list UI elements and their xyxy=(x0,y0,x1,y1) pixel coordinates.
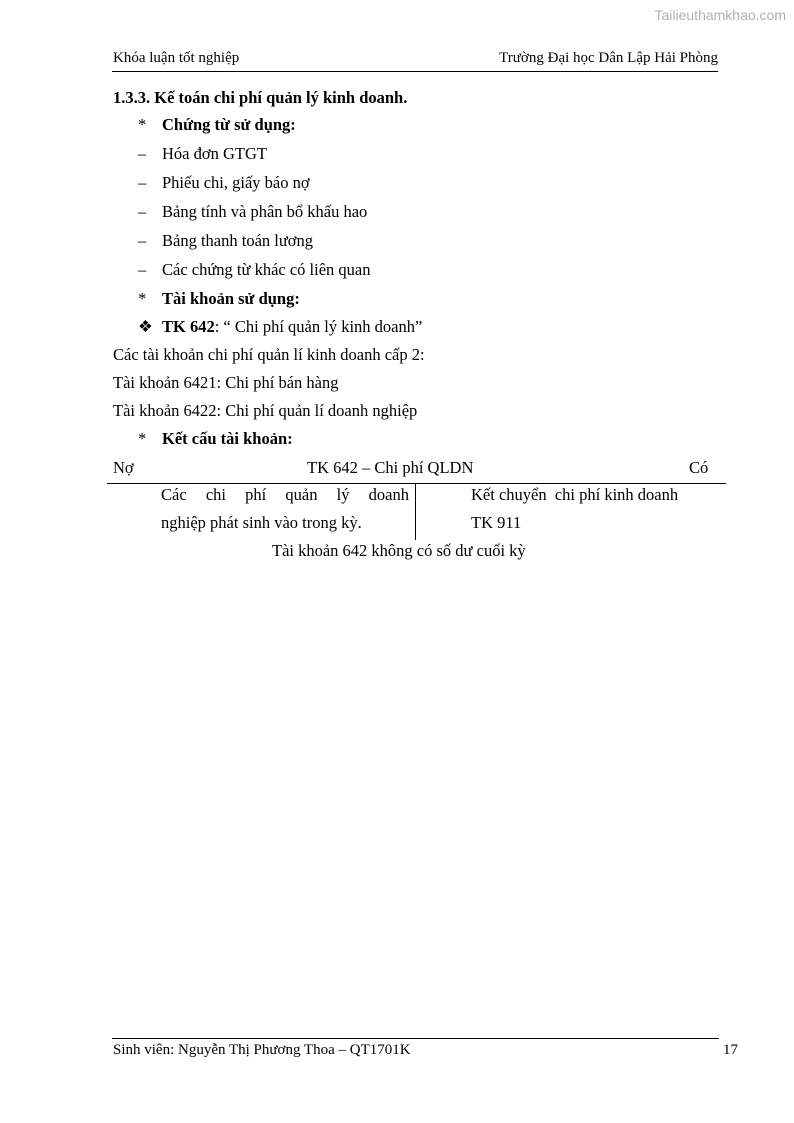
structure-heading xyxy=(138,429,293,449)
list-item xyxy=(138,144,267,164)
tk-642-line xyxy=(138,317,422,337)
list-item-label: Phiếu chi, giấy báo nợ xyxy=(162,173,310,192)
t-account-top-rule xyxy=(107,483,726,484)
balance-note: Tài khoản 642 không có số dư cuối kỳ xyxy=(272,541,526,560)
debit-word: phí xyxy=(245,485,267,504)
diamond-bullet-icon: ❖ xyxy=(138,317,153,336)
header-rule xyxy=(112,71,718,72)
paragraph-line: Các tài khoản chi phí quản lí kinh doanh cấp 2: xyxy=(113,345,425,364)
debit-word: chi xyxy=(205,485,226,504)
paragraph-line: Tài khoản 6422: Chi phí quản lí doanh nghiệp xyxy=(113,401,418,420)
dash-bullet: – xyxy=(138,173,147,192)
tk-description: : “ Chi phí quản lý kinh doanh” xyxy=(214,317,423,336)
t-account-title: TK 642 – Chi phí QLDN xyxy=(307,458,474,477)
list-item xyxy=(138,173,310,193)
footer-page-number: 17 xyxy=(723,1042,738,1058)
bullet-asterisk: * xyxy=(138,289,147,308)
debit-word: quản xyxy=(285,485,318,504)
bullet-asterisk: * xyxy=(138,115,147,134)
t-account-divider xyxy=(415,483,416,540)
dash-bullet: – xyxy=(138,202,147,221)
documents-heading xyxy=(138,115,296,135)
header-right: Trường Đại học Dân Lập Hải Phòng xyxy=(499,50,718,66)
dash-bullet: – xyxy=(138,231,147,250)
t-account-credit-line2: TK 911 xyxy=(471,513,522,532)
t-account-debit-line2: nghiệp phát sinh vào trong kỳ. xyxy=(161,513,362,532)
header-left: Khóa luận tốt nghiệp xyxy=(113,50,240,66)
list-item-label: Các chứng từ khác có liên quan xyxy=(162,260,371,279)
debit-word: Các xyxy=(161,485,187,504)
list-item-label: Hóa đơn GTGT xyxy=(162,144,267,163)
list-item xyxy=(138,202,367,222)
debit-word: doanh xyxy=(368,485,409,504)
structure-heading-label: Kết cấu tài khoản: xyxy=(162,429,293,448)
t-account-credit-label: Có xyxy=(689,458,709,477)
watermark-text: Tailieuthamkhao.com xyxy=(654,7,786,23)
list-item-label: Bảng tính và phân bổ khấu hao xyxy=(162,202,368,221)
accounts-heading-label: Tài khoản sử dụng: xyxy=(162,289,300,308)
debit-word: lý xyxy=(336,485,350,504)
section-title: 1.3.3. Kế toán chi phí quản lý kinh doanh. xyxy=(113,88,408,107)
footer-student: Sinh viên: Nguyễn Thị Phương Thoa – QT1701K xyxy=(113,1042,411,1058)
documents-heading-label: Chứng từ sử dụng: xyxy=(162,115,296,134)
t-account-debit-label: Nợ xyxy=(113,458,134,477)
dash-bullet: – xyxy=(138,144,147,163)
accounts-heading xyxy=(138,289,300,309)
dash-bullet: – xyxy=(138,260,147,279)
list-item xyxy=(138,231,313,251)
t-account-debit-line1 xyxy=(161,485,409,505)
bullet-asterisk: * xyxy=(138,429,147,448)
t-account-credit-line1: Kết chuyển chi phí kinh doanh xyxy=(471,485,679,504)
tk-code: TK 642 xyxy=(162,317,215,336)
footer-rule xyxy=(112,1038,719,1039)
paragraph-line: Tài khoản 6421: Chi phí bán hàng xyxy=(113,373,339,392)
list-item-label: Bảng thanh toán lương xyxy=(162,231,314,250)
list-item xyxy=(138,260,370,280)
